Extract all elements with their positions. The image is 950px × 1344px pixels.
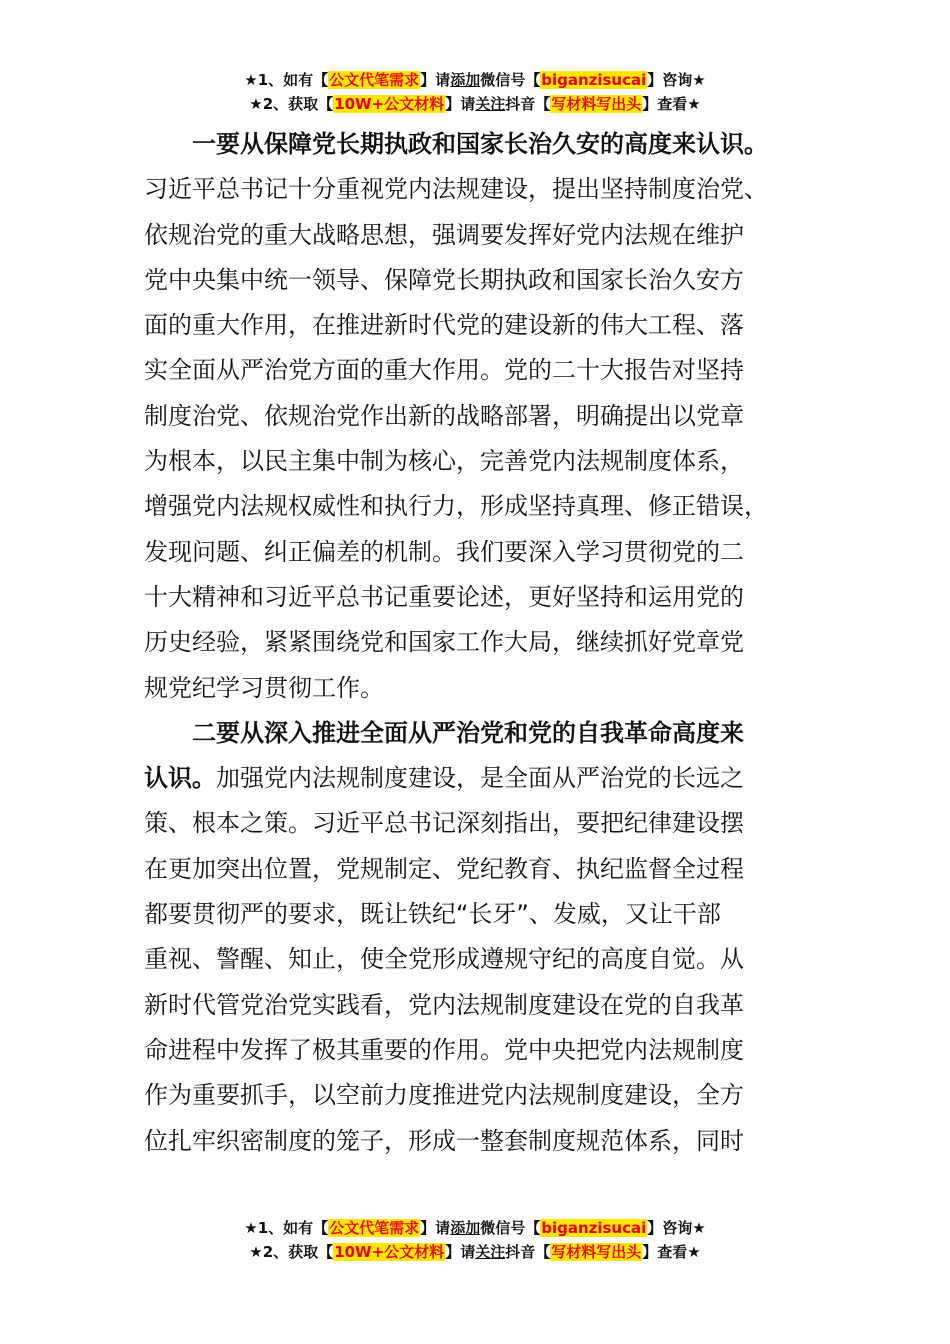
text-line: 位扎牢织密制度的笼子，形成一整套制度规范体系，同时 — [144, 1126, 744, 1155]
banner-text: 抖音【 — [505, 1243, 551, 1261]
banner-text: 】咨询★ — [647, 1219, 706, 1237]
text-line: 依规治党的重大战略思想，强调要发挥好党内法规在维护 — [144, 220, 744, 249]
text-line: 党中央集中统一领导、保障党长期执政和国家长治久安方 — [144, 265, 744, 294]
banner-text: 】查看★ — [642, 1243, 701, 1261]
text-line: 新时代管党治党实践看，党内法规制度建设在党的自我革 — [144, 990, 744, 1019]
highlight-service: 公文代笔需求 — [329, 71, 420, 89]
banner-text: 抖音【 — [505, 95, 551, 113]
text-line: 为根本，以民主集中制为核心，完善党内法规制度体系， — [144, 447, 744, 476]
text-line: 制度治党、依规治党作出新的战略部署，明确提出以党章 — [144, 401, 744, 430]
banner-text: 】查看★ — [642, 95, 701, 113]
text-line: 作为重要抓手，以空前力度推进党内法规制度建设，全方 — [144, 1081, 744, 1110]
text-fragment: 加强党内法规制度建设，是全面从严治党的长远之 — [216, 764, 744, 793]
text-line: 实全面从严治党方面的重大作用。党的二十大报告对坚持 — [144, 356, 744, 385]
banner-text: 】请 — [445, 1243, 476, 1261]
banner-line-2 — [0, 1240, 950, 1264]
banner-text: ★2、获取【 — [249, 1243, 334, 1261]
text-line: 习近平总书记十分重视党内法规建设，提出坚持制度治党、 — [144, 175, 768, 204]
paragraph-heading-end: 认识。 — [144, 764, 216, 793]
text-line: 十大精神和习近平总书记重要论述，更好坚持和运用党的 — [144, 582, 744, 611]
document-body — [144, 122, 804, 1164]
banner-text: ★1、如有【 — [244, 1219, 329, 1237]
underline-text: 添加 — [450, 71, 481, 89]
banner-line-1 — [0, 1216, 950, 1240]
highlight-materials: 10W+公文材料 — [334, 95, 445, 113]
banner-line-1 — [0, 68, 950, 92]
text-line: 规党纪学习贯彻工作。 — [144, 673, 384, 702]
paragraph-2 — [144, 711, 804, 1164]
highlight-douyin: 写材料写出头 — [551, 95, 642, 113]
paragraph-heading: 二要从深入推进全面从严治党和党的自我革命高度来 — [192, 718, 744, 747]
banner-text: 】请 — [445, 95, 476, 113]
banner-text: 】咨询★ — [647, 71, 706, 89]
text-line: 发现问题、纠正偏差的机制。我们要深入学习贯彻党的二 — [144, 537, 744, 566]
text-line: 策、根本之策。习近平总书记深刻指出，要把纪律建设摆 — [144, 809, 744, 838]
underline-text: 关注 — [475, 95, 506, 113]
underline-text: 关注 — [475, 1243, 506, 1261]
text-line: 增强党内法规权威性和执行力，形成坚持真理、修正错误， — [144, 492, 768, 521]
footer-banner — [0, 1216, 950, 1264]
banner-text: 微信号【 — [480, 71, 541, 89]
highlight-wechat-id: biganzisucai — [541, 71, 647, 89]
banner-text: ★1、如有【 — [244, 71, 329, 89]
text-line: 重视、警醒、知止，使全党形成遵规守纪的高度自觉。从 — [144, 945, 744, 974]
text-line: 命进程中发挥了极其重要的作用。党中央把党内法规制度 — [144, 1035, 744, 1064]
text-line: 在更加突出位置，党规制定、党纪教育、执纪监督全过程 — [144, 854, 744, 883]
highlight-service: 公文代笔需求 — [329, 1219, 420, 1237]
banner-text: 】请 — [420, 71, 451, 89]
highlight-douyin: 写材料写出头 — [551, 1243, 642, 1261]
banner-text: 微信号【 — [480, 1219, 541, 1237]
highlight-wechat-id: biganzisucai — [541, 1219, 647, 1237]
highlight-materials: 10W+公文材料 — [334, 1243, 445, 1261]
text-line: 都要贯彻严的要求，既让铁纪“长牙”、发威，又让干部 — [144, 900, 721, 929]
paragraph-heading: 一要从保障党长期执政和国家长治久安的高度来认识。 — [192, 130, 768, 158]
text-line — [144, 756, 804, 801]
header-banner — [0, 68, 950, 116]
text-line: 历史经验，紧紧围绕党和国家工作大局，继续抓好党章党 — [144, 628, 744, 657]
underline-text: 添加 — [450, 1219, 481, 1237]
banner-text: ★2、获取【 — [249, 95, 334, 113]
text-line: 面的重大作用，在推进新时代党的建设新的伟大工程、落 — [144, 311, 744, 340]
paragraph-1 — [144, 122, 804, 711]
banner-text: 】请 — [420, 1219, 451, 1237]
banner-line-2 — [0, 92, 950, 116]
